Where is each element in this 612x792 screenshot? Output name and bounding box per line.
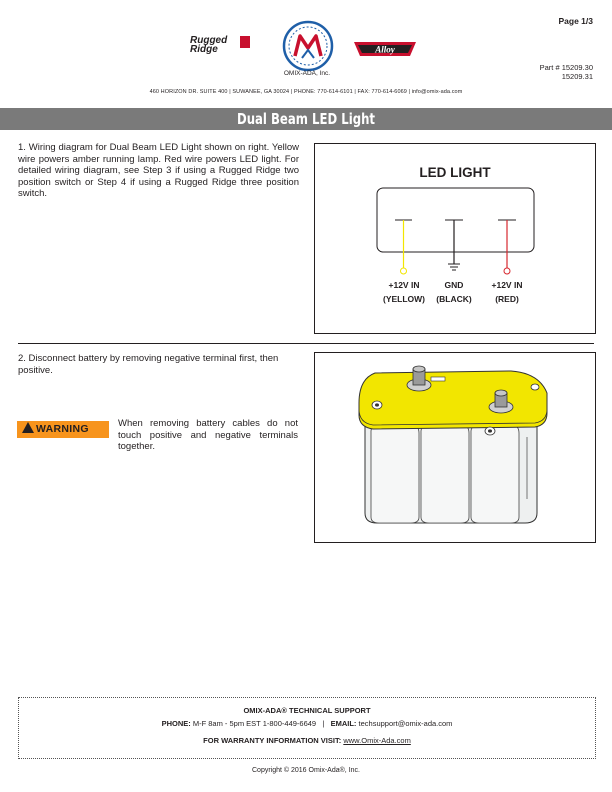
part-number-line2: 15209.31 bbox=[561, 72, 593, 81]
support-heading: OMIX-ADA® TECHNICAL SUPPORT bbox=[243, 706, 371, 715]
email-value[interactable]: techsupport@omix-ada.com bbox=[358, 719, 453, 728]
section-divider bbox=[18, 343, 594, 344]
omix-ada-logo bbox=[282, 20, 334, 72]
page-number: Page 1/3 bbox=[558, 16, 593, 26]
diagram-title: LED LIGHT bbox=[419, 165, 491, 180]
battery-figure-box bbox=[314, 352, 596, 543]
wiring-diagram bbox=[315, 144, 595, 333]
rugged-ridge-logo-text: Rugged Ridge bbox=[190, 35, 228, 55]
warning-icon bbox=[22, 422, 34, 433]
tech-support-box bbox=[18, 697, 596, 759]
title-bar bbox=[0, 108, 612, 130]
yellow-terminal-end bbox=[401, 268, 407, 274]
part-number bbox=[540, 63, 593, 81]
step1-text: 1. Wiring diagram for Dual Beam LED Light shown on right. Yellow wire powers amber running lamp. Red wire powers LED light. For detailed wiring diagram, see Step 3 if using a Rugged Ridge two position switch or Step 4 if using a Rugged Ridge three position switch. bbox=[18, 142, 299, 199]
email-label: EMAIL: bbox=[330, 719, 357, 728]
alloy-usa-logo bbox=[352, 38, 418, 60]
contact-separator: | bbox=[318, 719, 329, 728]
battery-illustration bbox=[315, 353, 595, 542]
terminal-ground-color: (BLACK) bbox=[436, 294, 472, 304]
battery-top bbox=[359, 371, 547, 429]
red-terminal-end bbox=[504, 268, 510, 274]
warranty-label: FOR WARRANTY INFORMATION VISIT: bbox=[203, 736, 342, 745]
terminal-yellow-color: (YELLOW) bbox=[382, 294, 426, 304]
phone-label: PHONE: bbox=[161, 719, 191, 728]
warning-text: When removing battery cables do not touch positive and negative terminals together. bbox=[118, 418, 298, 452]
phone-value: M-F 8am - 5pm EST 1-800-449-6649 bbox=[192, 719, 317, 728]
warning-badge bbox=[17, 421, 109, 438]
rugged-ridge-logo bbox=[190, 36, 250, 54]
terminal-red-label: +12V IN bbox=[491, 280, 523, 290]
warranty-link[interactable]: www.Omix-Ada.com bbox=[343, 736, 411, 745]
warranty-line bbox=[19, 736, 595, 745]
wiring-diagram-box bbox=[314, 143, 596, 334]
terminal-red-color: (RED) bbox=[495, 294, 519, 304]
terminal-ground-label: GND bbox=[444, 280, 464, 290]
support-contact-line bbox=[19, 719, 595, 728]
omix-ada-name: OMIX-ADA, Inc. bbox=[283, 70, 331, 77]
warning-label: WARNING bbox=[36, 423, 89, 435]
step2-text: 2. Disconnect battery by removing negative terminal first, then positive. bbox=[18, 353, 279, 376]
page-title: Dual Beam LED Light bbox=[236, 110, 376, 128]
part-number-line1: Part # 15209.30 bbox=[539, 63, 593, 72]
alloy-logo-text: Alloy bbox=[375, 44, 395, 55]
rugged-ridge-mark-icon bbox=[240, 36, 250, 48]
copyright: Copyright © 2016 Omix-Ada®, Inc. bbox=[252, 767, 360, 774]
company-address: 460 HORIZON DR. SUITE 400 | SUWANEE, GA 30024 | PHONE: 770-614-6101 | FAX: 770-614-6069 | info@omix-ada.com bbox=[149, 89, 463, 95]
terminal-yellow-label: +12V IN bbox=[388, 280, 420, 290]
